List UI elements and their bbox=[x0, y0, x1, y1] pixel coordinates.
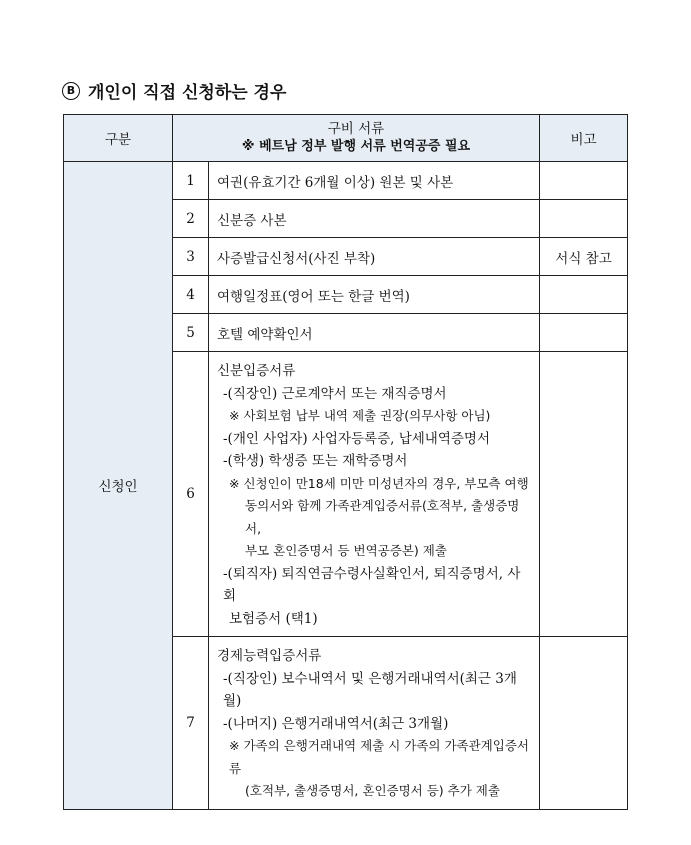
row-number: 4 bbox=[173, 276, 209, 314]
header-category: 구분 bbox=[64, 115, 173, 162]
row-number: 3 bbox=[173, 238, 209, 276]
identity-student: -(학생) 학생증 또는 재학증명서 bbox=[223, 453, 408, 469]
identity-minor-note-cont: 동의서와 함께 가족관계입증서류(호적부, 출생증명서, bbox=[245, 498, 520, 536]
row-number: 2 bbox=[173, 200, 209, 238]
header-documents bbox=[173, 115, 540, 162]
financial-employee: -(직장인) 보수내역서 및 은행거래내역서(최근 3개월) bbox=[223, 670, 517, 709]
header-documents-label: 구비 서류 bbox=[327, 120, 385, 137]
document-item: 호텔 예약확인서 bbox=[209, 314, 540, 352]
document-item: 사증발급신청서(사진 부착) bbox=[209, 238, 540, 276]
category-cell: 신청인 bbox=[64, 162, 173, 810]
section-heading bbox=[62, 78, 286, 103]
remark-cell bbox=[540, 276, 628, 314]
financial-title: 경제능력입증서류 bbox=[217, 648, 322, 664]
identity-retired-cont: 보험증서 (택1) bbox=[229, 610, 318, 627]
financial-others: -(나머지) 은행거래내역서(최근 3개월) bbox=[223, 715, 449, 732]
financial-family-note: ※ 가족의 은행거래내역 제출 시 가족의 가족관계입증서류 bbox=[229, 738, 529, 776]
identity-title: 신분입증서류 bbox=[217, 363, 296, 379]
financial-family-note-cont: (호적부, 출생증명서, 혼인증명서 등) 추가 제출 bbox=[245, 783, 500, 798]
section-title: 개인이 직접 신청하는 경우 bbox=[88, 83, 287, 103]
remark-cell bbox=[540, 200, 628, 238]
header-documents-note: ※ 베트남 정부 발행 서류 번역공증 필요 bbox=[241, 138, 471, 154]
table-row bbox=[64, 162, 628, 200]
header-remarks: 비고 bbox=[540, 115, 628, 162]
identity-minor-note: ※ 신청인이 만18세 미만 미성년자의 경우, 부모측 여행 bbox=[229, 475, 529, 491]
identity-retired: -(퇴직자) 퇴직연금수령사실확인서, 퇴직증명서, 사회 bbox=[223, 565, 521, 604]
row-number: 7 bbox=[173, 637, 209, 810]
identity-employee-note: ※ 사회보험 납부 내역 제출 권장(의무사항 아님) bbox=[229, 408, 491, 423]
remark-cell bbox=[540, 637, 628, 810]
required-documents-table bbox=[63, 114, 628, 810]
header-row bbox=[64, 115, 628, 162]
remark-cell bbox=[540, 352, 628, 637]
document-item: 여행일정표(영어 또는 한글 번역) bbox=[209, 276, 540, 314]
identity-business: -(개인 사업자) 사업자등록증, 납세내역증명서 bbox=[223, 430, 490, 447]
financial-documents-cell bbox=[209, 637, 540, 810]
identity-documents-cell bbox=[209, 352, 540, 637]
row-number: 1 bbox=[173, 162, 209, 200]
remark-cell: 서식 참고 bbox=[540, 238, 628, 276]
row-number: 5 bbox=[173, 314, 209, 352]
document-item: 여권(유효기간 6개월 이상) 원본 및 사본 bbox=[209, 162, 540, 200]
document-item: 신분증 사본 bbox=[209, 200, 540, 238]
identity-employee: -(직장인) 근로계약서 또는 재직증명서 bbox=[223, 385, 447, 402]
remark-cell bbox=[540, 314, 628, 352]
identity-minor-note-cont: 부모 혼인증명서 등 번역공증본) 제출 bbox=[245, 543, 447, 558]
remark-cell bbox=[540, 162, 628, 200]
section-badge: B bbox=[62, 82, 80, 100]
row-number: 6 bbox=[173, 352, 209, 637]
